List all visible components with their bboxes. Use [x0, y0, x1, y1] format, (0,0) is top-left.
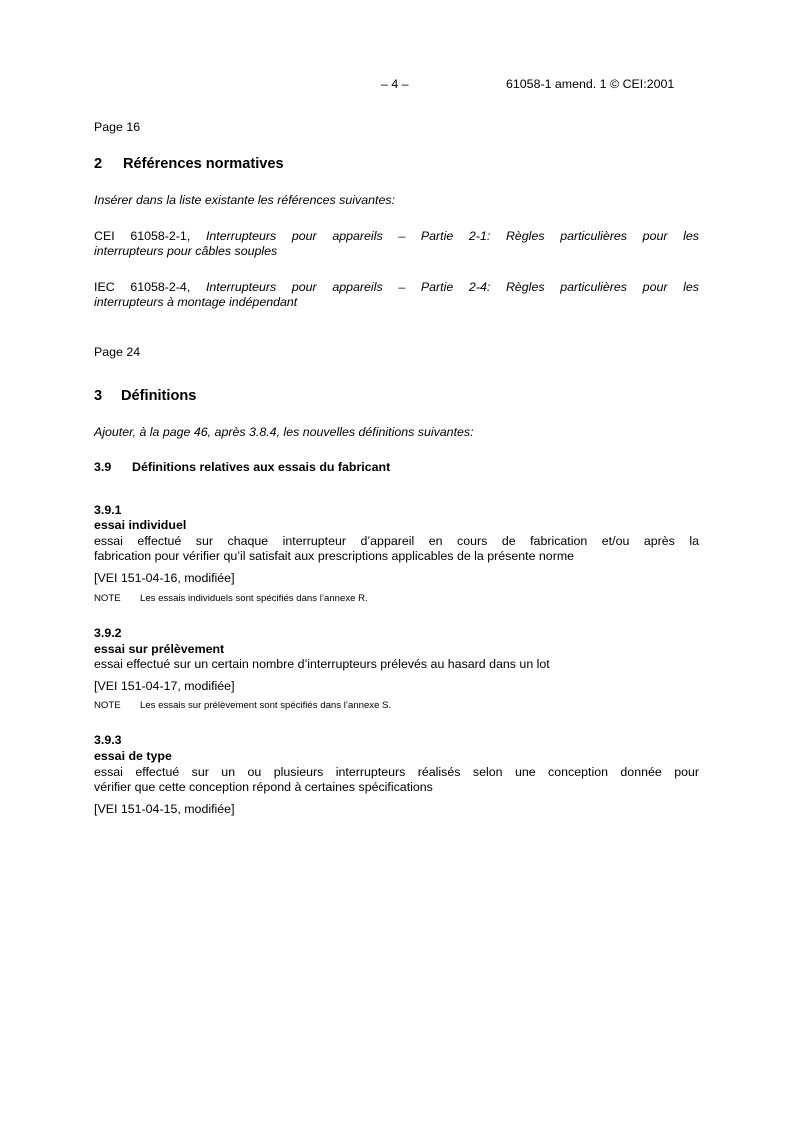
section-title: Références normatives [123, 156, 284, 172]
definition-number: 3.9.3 [94, 733, 122, 747]
reference-title-cont: interrupteurs à montage indépendant [94, 295, 298, 309]
subsection-heading [94, 460, 390, 474]
subsection-number: 3.9 [94, 460, 112, 474]
subsection-title: Définitions relatives aux essais du fabricant [132, 460, 391, 474]
note-label: NOTE [94, 593, 121, 604]
reference-title: Interrupteurs pour appareils – Partie 2-1: Règles particulières pour les [205, 229, 699, 243]
page-marker: Page 16 [94, 120, 141, 134]
definition-source: [VEI 151-04-16, modifiée] [94, 571, 235, 585]
definition-text: essai effectué sur chaque interrupteur d’appareil en cours de fabrication et/ou après la [94, 534, 699, 548]
definition-text: essai effectué sur un ou plusieurs interrupteurs réalisés selon une conception donnée pour [94, 765, 699, 779]
definition-term: essai individuel [94, 518, 187, 532]
reference-code: IEC 61058-2-4, [94, 280, 191, 294]
reference-code: CEI 61058-2-1, [94, 229, 191, 243]
definition-text-cont: vérifier que cette conception répond à certaines spécifications [94, 780, 433, 794]
definition-term: essai de type [94, 749, 172, 763]
reference-line [94, 280, 699, 294]
definition-source: [VEI 151-04-17, modifiée] [94, 679, 235, 693]
definition-text: essai effectué sur un certain nombre d’interrupteurs prélevés au hasard dans un lot [94, 657, 550, 671]
definition-note [94, 593, 368, 604]
page-number: – 4 – [381, 77, 409, 91]
reference-title: Interrupteurs pour appareils – Partie 2-4: Règles particulières pour les [205, 280, 699, 294]
document-reference: 61058-1 amend. 1 © CEI:2001 [506, 77, 675, 91]
section-number: 2 [94, 156, 103, 172]
definition-text-cont: fabrication pour vérifier qu’il satisfait aux prescriptions applicables de la présente norme [94, 549, 575, 563]
note-text: Les essais individuels sont spécifiés dans l’annexe R. [140, 593, 368, 604]
section-heading [94, 388, 196, 404]
reference-line [94, 229, 699, 243]
section-title: Définitions [121, 388, 197, 404]
note-label: NOTE [94, 700, 121, 711]
definition-number: 3.9.1 [94, 503, 122, 517]
section-heading [94, 156, 284, 172]
instruction-text: Insérer dans la liste existante les références suivantes: [94, 193, 395, 207]
instruction-text: Ajouter, à la page 46, après 3.8.4, les nouvelles définitions suivantes: [94, 425, 474, 439]
reference-title-cont: interrupteurs pour câbles souples [94, 244, 278, 258]
definition-term: essai sur prélèvement [94, 642, 225, 656]
definition-source: [VEI 151-04-15, modifiée] [94, 802, 235, 816]
section-number: 3 [94, 388, 103, 404]
page-marker: Page 24 [94, 345, 141, 359]
note-text: Les essais sur prélèvement sont spécifiés dans l’annexe S. [140, 700, 392, 711]
definition-note [94, 700, 391, 711]
definition-number: 3.9.2 [94, 626, 122, 640]
